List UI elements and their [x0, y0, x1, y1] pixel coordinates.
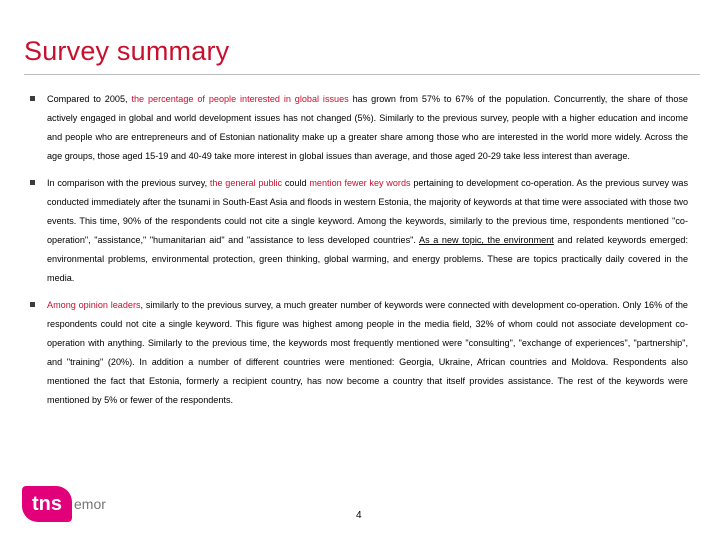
bullet-global-interest: [30, 90, 688, 166]
bullet-text: Compared to 2005,: [47, 94, 132, 104]
bullet-list: [30, 90, 688, 418]
underlined-text: As a new topic, the environment: [419, 235, 554, 245]
page-number: 4: [356, 510, 362, 521]
bullet-text: In comparison with the previous survey,: [47, 178, 210, 188]
title-divider: [24, 74, 700, 75]
logo-mark: tns: [22, 486, 72, 522]
highlight-text: the general public: [209, 178, 283, 188]
bullet-opinion-leaders: [30, 296, 688, 410]
bullet-text: could: [282, 178, 310, 188]
bullet-square-icon: [30, 96, 35, 101]
bullet-text: and related keywords emerged: environmental problems, environmental protection, green thinking, global warming, and energy problems. These are topics practically daily covered in the media.: [47, 235, 689, 283]
bullet-general-public: [30, 174, 688, 288]
logo-subtext: emor: [74, 496, 106, 512]
highlight-text: mention fewer key words: [309, 178, 411, 188]
bullet-square-icon: [30, 180, 35, 185]
tns-emor-logo: [22, 486, 112, 522]
highlight-text: Among opinion leaders: [47, 300, 141, 310]
bullet-text: has grown from 57% to 67% of the population. Concurrently, the share of those actively engaged in global and world development issues has not changed (5%). Similarly to the previous survey, people with a higher education and income and people who are entrepreneurs and of Estonian nationality make up a greater share among those who are interested in the world more widely. Across the age groups, those aged 15-19 and 40-49 take more interest in global issues than average, and those aged 20-29 take less interest than average.: [47, 94, 688, 161]
bullet-text: pertaining to development co-operation. As the previous survey was conducted immediately after the tsunami in South-East Asia and floods in western Estonia, the majority of keywords at that time were associated with those two events. This time, 90% of the respondents could not cite a single keyword. Among the keywords, similarly to the previous time, respondents mentioned "co-operation", "assistance," "humanitarian aid" and "assistance to less developed countries".: [47, 178, 689, 245]
highlight-text: the percentage of people interested in global issues: [131, 94, 349, 104]
bullet-square-icon: [30, 302, 35, 307]
page-title: Survey summary: [24, 36, 230, 66]
bullet-text: , similarly to the previous survey, a much greater number of keywords were connected with development co-operation. Only 16% of the respondents could not cite a single keyword. This figure was highest among people in the media field, 32% of whom could not associate development co-operation with anything. Similarly to the previous time, the keywords most frequently mentioned were "consulting", "exchange of experiences", "partnership", and "training" (20%). In addition a number of different countries were mentioned: Georgia, Ukraine, African countries and Moldova. Respondents also mentioned the fact that Estonia, formerly a recipient country, has now become a country that itself provides assistance. The rest of the keywords were mentioned by 5% or fewer of the respondents.: [47, 300, 688, 405]
